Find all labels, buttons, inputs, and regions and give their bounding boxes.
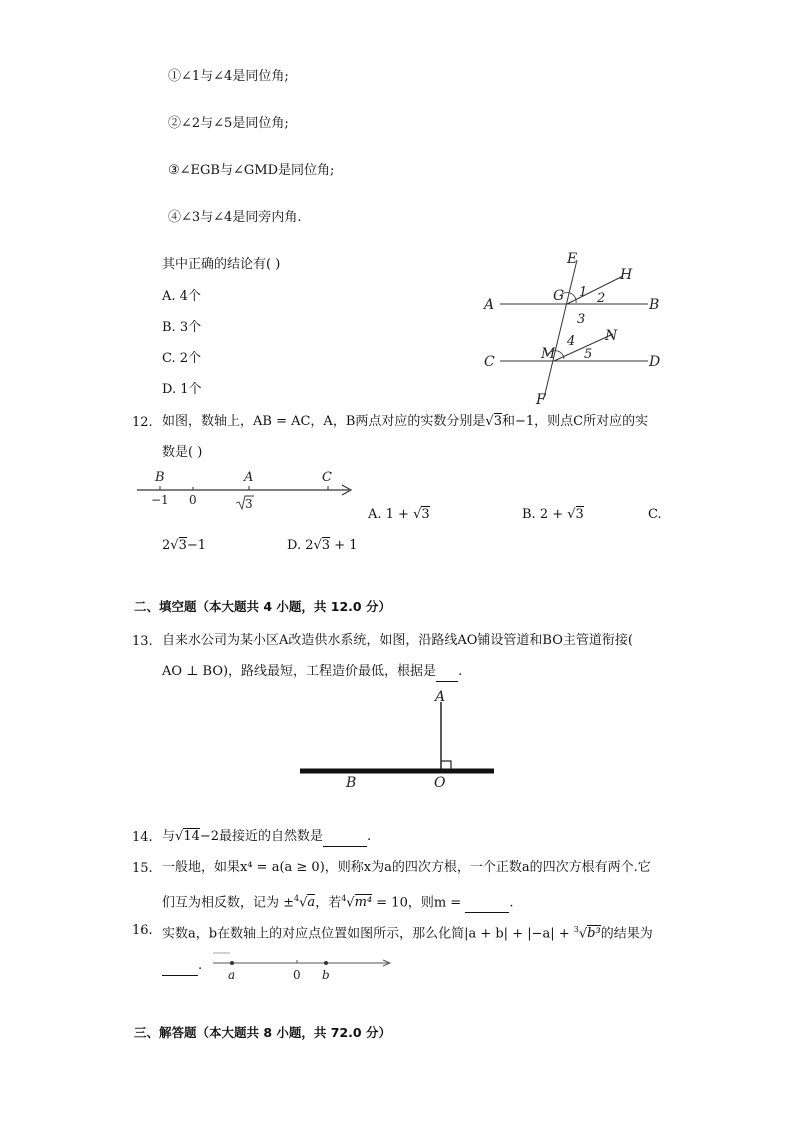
q12-number-line	[135, 466, 360, 516]
q11-statement-3: ③∠EGB与∠GMD是同位角;	[168, 163, 335, 178]
q12-text-line1: 如图，数轴上，AB = AC，A，B两点对应的实数分别是√3和−1，则点C所对应的实	[162, 414, 649, 429]
nl16-label-a: a	[228, 968, 236, 982]
nl-tick-neg1: −1	[151, 493, 169, 507]
line-ef	[544, 260, 577, 398]
nl16-label-0: 0	[293, 968, 301, 982]
label-b: B	[649, 297, 660, 313]
nl16-label-b: b	[322, 968, 330, 982]
ray-gh	[567, 276, 623, 304]
q11-parallel-lines-figure	[480, 248, 670, 408]
q12-option-a[interactable]: A. 1 + √3	[368, 507, 430, 522]
q11-statement-1: ①∠1与∠4是同位角;	[168, 69, 289, 84]
label-angle-5: 5	[584, 347, 593, 362]
label-e: E	[567, 251, 578, 267]
q11-statement-4: ④∠3与∠4是同旁内角.	[168, 210, 302, 225]
q16-answer-line: .	[162, 957, 202, 976]
q12-option-c-label[interactable]: C.	[648, 507, 662, 522]
label-m: M	[541, 346, 556, 362]
label-angle-4: 4	[567, 334, 576, 349]
label-angle-3: 3	[577, 312, 586, 327]
q16-answer-blank[interactable]	[162, 957, 198, 976]
q13-answer-blank[interactable]	[436, 663, 458, 682]
label-c: C	[484, 354, 495, 370]
label-angle-2: 2	[597, 291, 606, 306]
q16-text-line1: 实数a，b在数轴上的对应点位置如图所示，那么化简|a + b| + |−a| + $^3$√b³的结果为	[162, 925, 653, 942]
label-angle-1: 1	[579, 285, 588, 300]
q13-text-line1: 自来水公司为某小区A改造供水系统，如图，沿路线AO铺设管道和BO主管道衔接(	[162, 633, 633, 648]
q11-statement-2: ②∠2与∠5是同位角;	[168, 116, 289, 131]
q15-text-line1: 一般地，如果x⁴ = a(a ≥ 0)，则称x为a的四次方根，一个正数a的四次方根有两个.它	[162, 860, 651, 875]
q13-text-line2: AO ⊥ BO)，路线最短，工程造价最低，根据是 .	[162, 663, 462, 682]
q14-answer-blank[interactable]	[323, 828, 367, 847]
label-f: F	[536, 392, 546, 408]
fig13-label-b: B	[346, 775, 357, 791]
q12-text-line2: 数是( )	[162, 445, 203, 460]
q12-option-c-value[interactable]: 2√3−1	[162, 538, 207, 553]
q12-option-d[interactable]: D. 2√3 + 1	[287, 538, 358, 553]
label-d: D	[649, 354, 661, 370]
label-g: G	[553, 288, 565, 304]
q11-option-c[interactable]: C. 2个	[162, 351, 202, 366]
label-a: A	[484, 297, 495, 313]
section-2-title: 二、填空题（本大题共 4 小题，共 12.0 分）	[134, 599, 391, 614]
section-3-title: 三、解答题（本大题共 8 小题，共 72.0 分）	[134, 1025, 391, 1040]
q15-text-line2: 们互为相反数，记为 ±$^4$√a，若$^4$√m⁴ = 10，则m = .	[162, 890, 513, 913]
label-h: H	[620, 267, 633, 283]
q16-number-line	[210, 950, 395, 986]
q11-option-a[interactable]: A. 4个	[162, 289, 201, 304]
q15-answer-blank[interactable]	[465, 894, 509, 913]
nl-label-b: B	[155, 470, 165, 485]
fig13-label-o: O	[434, 775, 446, 791]
q11-option-d[interactable]: D. 1个	[162, 382, 202, 397]
nl-tick-sqrt3: 3	[245, 497, 253, 511]
q14-text: 与√14−2最接近的自然数是 .	[162, 828, 371, 847]
q14-number: 14.	[132, 830, 153, 845]
nl-label-a: A	[244, 470, 254, 485]
q12-number: 12.	[132, 415, 153, 430]
q16-number: 16.	[132, 923, 153, 938]
q13-pipe-figure	[298, 688, 498, 794]
q15-number: 15.	[132, 861, 153, 876]
q12-option-b[interactable]: B. 2 + √3	[522, 507, 584, 522]
q11-option-b[interactable]: B. 3个	[162, 320, 202, 335]
q13-number: 13.	[132, 634, 153, 649]
q11-question: 其中正确的结论有( )	[162, 257, 281, 272]
nl-tick-0: 0	[189, 493, 197, 507]
fig13-label-a: A	[435, 689, 446, 705]
label-n: N	[605, 328, 618, 344]
nl-label-c: C	[322, 470, 332, 485]
